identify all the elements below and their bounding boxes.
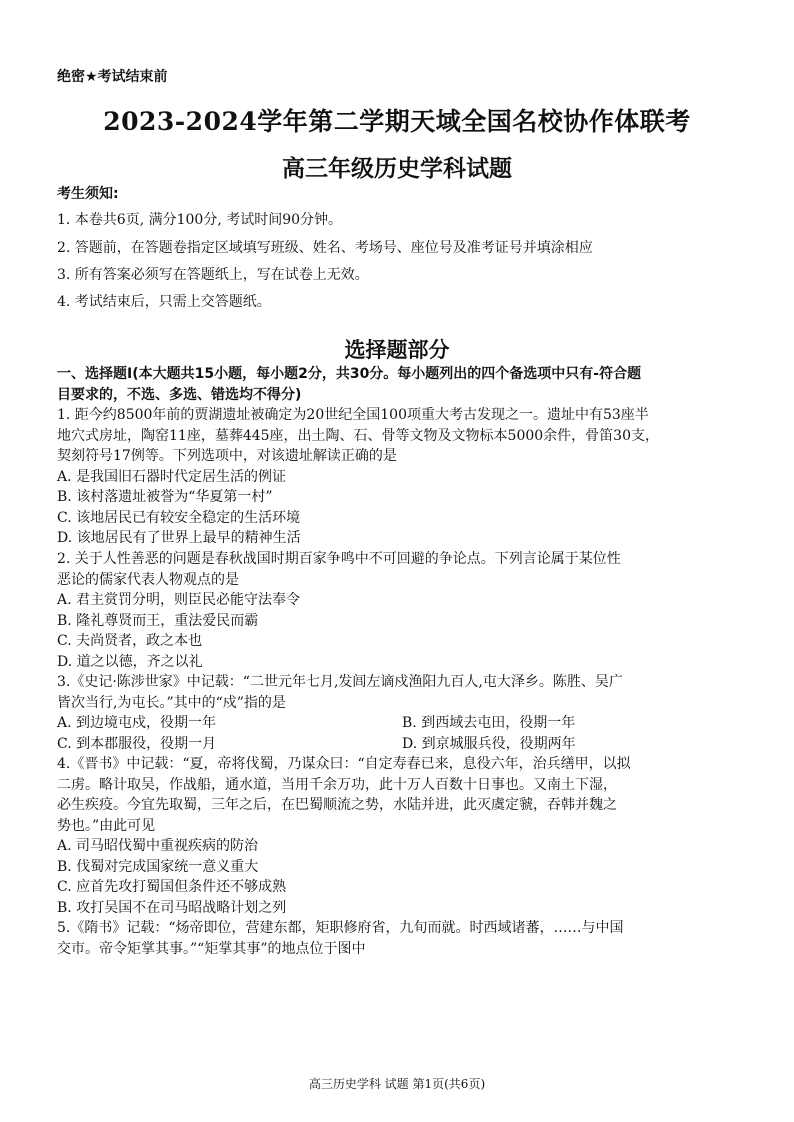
option-c[interactable]: C. 到本郡服役，役期一月 bbox=[57, 735, 217, 752]
question-stem-line: 3.《史记·陈涉世家》中记载：“二世元年七月,发闾左谪戍渔阳九百人,屯大泽乡。陈胜、吴广 bbox=[57, 674, 623, 690]
option-d[interactable]: D. 该地居民有了世界上最早的精神生活 bbox=[57, 530, 301, 546]
option-b[interactable]: B. 该村落遗址被誉为“华夏第一村” bbox=[57, 489, 273, 505]
option-a[interactable]: A. 是我国旧石器时代定居生活的例证 bbox=[57, 468, 287, 485]
notice-item: 1. 本卷共6页, 满分100分, 考试时间90分钟。 bbox=[57, 212, 343, 228]
question-5 bbox=[57, 918, 747, 959]
question-stem-line: 势也。”由此可见 bbox=[57, 817, 156, 834]
question-stem-line: 契刻符号17例等。下列选项中，对该遗址解读正确的是 bbox=[57, 448, 397, 464]
option-d[interactable]: B. 攻打吴国不在司马昭战略计划之列 bbox=[57, 899, 287, 916]
option-row bbox=[57, 713, 747, 734]
exam-subtitle: 高三年级历史学科试题 bbox=[282, 155, 512, 182]
question-stem-line: 皆次当行,为屯长。”其中的“戍”指的是 bbox=[57, 694, 286, 711]
option-b[interactable]: B. 隆礼尊贤而王，重法爱民而霸 bbox=[57, 612, 259, 629]
question-1 bbox=[57, 405, 747, 549]
instruction-line: 一、选择题Ⅰ(本大题共15小题，每小题2分，共30分。每小题列出的四个备选项中只有-符合题 bbox=[57, 366, 642, 382]
option-b[interactable]: B. 到西域去屯田，役期一年 bbox=[402, 715, 576, 731]
instruction-line: 目要求的，不选、多选、错选均不得分) bbox=[57, 386, 302, 403]
question-stem-line: 1. 距今约8500年前的贾湖遗址被确定为20世纪全国100项重大考古发现之一。遗址中有53座半 bbox=[57, 407, 649, 423]
option-c[interactable]: C. 夫尚贤者，政之本也 bbox=[57, 633, 203, 649]
question-3 bbox=[57, 672, 747, 754]
question-stem-line: 4.《晋书》中记载：“夏，帝将伐蜀，乃谋众曰：“自定寿春已来，息役六年，治兵缮甲，以拟 bbox=[57, 756, 631, 772]
question-4 bbox=[57, 754, 747, 918]
notice-item: 4. 考试结束后，只需上交答题纸。 bbox=[57, 294, 271, 310]
option-d[interactable]: D. 道之以德，齐之以礼 bbox=[57, 653, 203, 670]
notice-heading: 考生须知: bbox=[57, 186, 119, 202]
notice-item: 2. 答题前，在答题卷指定区域填写班级、姓名、考场号、座位号及准考证号并填涂相应 bbox=[57, 240, 593, 256]
question-stem-line: 交市。帝令矩掌其事。”“矩掌其事”的地点位于图中 bbox=[57, 940, 366, 957]
question-stem-line: 恶论的儒家代表人物观点的是 bbox=[57, 571, 239, 588]
exam-title: 2023-2024学年第二学期天域全国名校协作体联考 bbox=[103, 107, 691, 136]
option-a[interactable]: A. 司马昭伐蜀中重视疾病的防治 bbox=[57, 838, 259, 854]
option-c[interactable]: C. 该地居民已有较安全稳定的生活环境 bbox=[57, 509, 301, 526]
section-title: 选择题部分 bbox=[344, 337, 450, 362]
notice-item: 3. 所有答案必须写在答题纸上，写在试卷上无效。 bbox=[57, 267, 369, 283]
question-stem-line: 必生疾疫。今宜先取蜀，三年之后，在巴蜀顺流之势，水陆并进，此灭虞定虢，吞韩并魏之 bbox=[57, 797, 617, 813]
section-instructions bbox=[57, 364, 747, 405]
question-stem-line: 2. 关于人性善恶的问题是春秋战国时期百家争鸣中不可回避的争论点。下列言论属于某位性 bbox=[57, 551, 621, 567]
question-2 bbox=[57, 549, 747, 672]
option-d[interactable]: D. 到京城服兵役，役期两年 bbox=[402, 735, 576, 752]
option-b[interactable]: B. 伐蜀对完成国家统一意义重大 bbox=[57, 858, 259, 875]
secret-label: 绝密★考试结束前 bbox=[57, 69, 168, 85]
page-footer: 高三历史学科 试题 第1页(共6页) bbox=[308, 1077, 486, 1091]
option-a[interactable]: A. 君主赏罚分明，则臣民必能守法奉令 bbox=[57, 592, 301, 608]
option-a[interactable]: A. 到边境屯戍，役期一年 bbox=[57, 715, 217, 731]
question-stem-line: 地穴式房址，陶窑11座，墓葬445座，出土陶、石、骨等文物及文物标本5000余件，骨笛30支， bbox=[57, 427, 659, 444]
question-stem-line: 5.《隋书》记载：“炀帝即位，营建东都，矩职修府省，九旬而就。时西域诸蕃，……与中国 bbox=[57, 920, 624, 936]
option-c[interactable]: C. 应首先攻打蜀国但条件还不够成熟 bbox=[57, 879, 287, 895]
question-stem-line: 二虏。略计取吴，作战船，通水道，当用千余万功，此十万人百数十日事也。又南土下湿， bbox=[57, 776, 617, 793]
option-row bbox=[57, 734, 747, 755]
